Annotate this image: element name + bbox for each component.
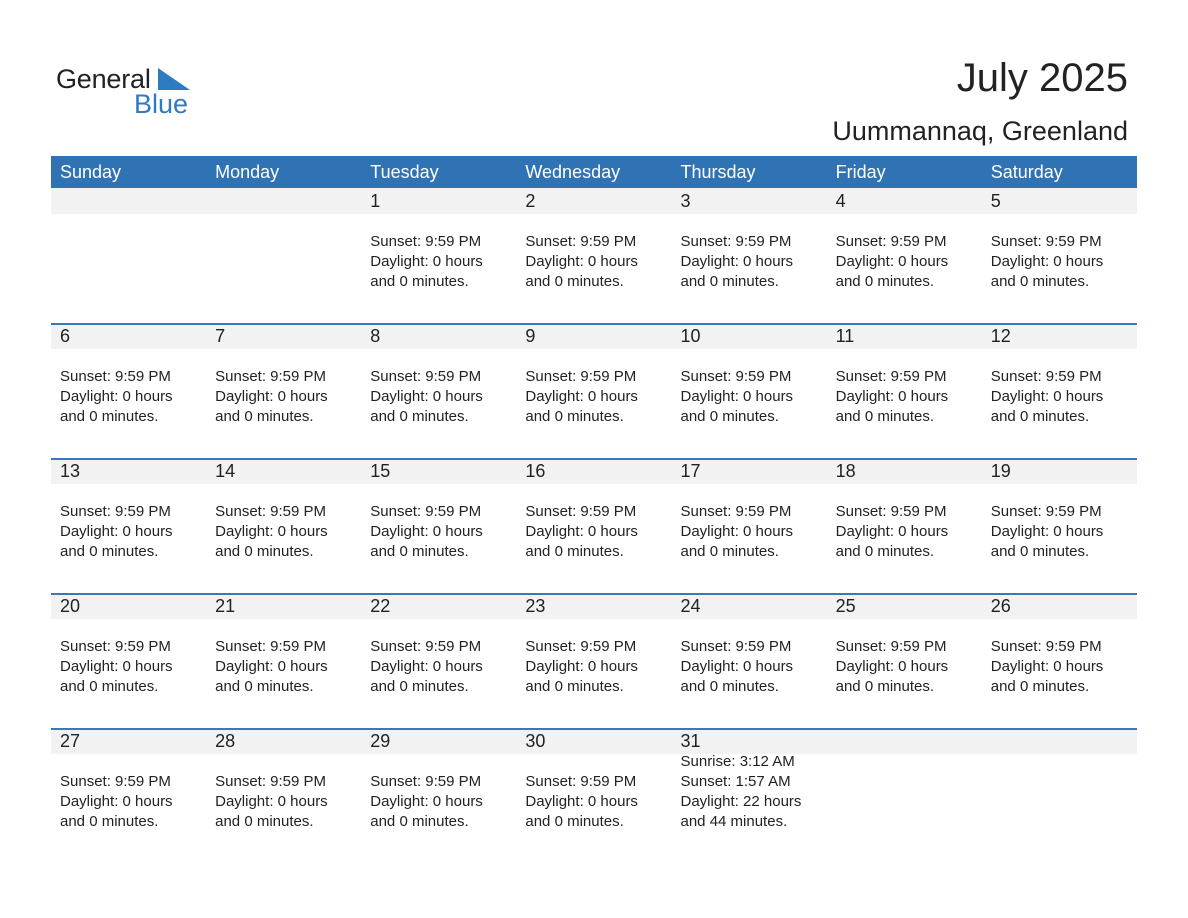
day-cell	[51, 188, 206, 323]
day-info-line: Sunset: 9:59 PM	[60, 368, 171, 385]
day-sun-info	[370, 637, 483, 697]
calendar-week-row	[51, 323, 1137, 458]
day-info-line: Sunset: 9:59 PM	[680, 503, 792, 520]
day-info-line: and 0 minutes.	[60, 543, 159, 560]
day-sun-info	[681, 637, 794, 697]
day-cell	[827, 323, 982, 458]
day-info-line: and 0 minutes.	[525, 543, 624, 560]
day-sun-info	[991, 637, 1104, 697]
day-info-line: and 0 minutes.	[835, 678, 935, 695]
day-cell	[982, 323, 1137, 458]
day-sun-info	[836, 637, 949, 697]
day-number: 7	[215, 326, 226, 346]
weekday-sunday: Sunday	[60, 162, 122, 182]
day-number: 24	[680, 596, 701, 616]
day-sun-info	[215, 502, 328, 562]
day-info-line: and 0 minutes.	[370, 408, 469, 425]
day-cell	[361, 188, 516, 323]
day-info-line: Sunset: 9:59 PM	[990, 503, 1102, 520]
day-cell	[982, 593, 1137, 728]
day-info-line: Daylight: 0 hours	[990, 658, 1104, 675]
day-info-line: Daylight: 0 hours	[990, 523, 1104, 540]
day-info-line: Daylight: 0 hours	[215, 658, 328, 675]
day-number: 20	[60, 596, 81, 616]
day-number: 14	[215, 461, 236, 481]
day-number: 8	[370, 326, 381, 346]
day-info-line: and 0 minutes.	[835, 408, 935, 425]
day-sun-info	[681, 752, 802, 832]
day-sun-info	[525, 367, 638, 427]
day-number: 6	[60, 326, 71, 346]
day-cell	[206, 458, 361, 593]
weekday-header	[51, 156, 1137, 188]
day-info-line: and 0 minutes.	[680, 273, 779, 290]
day-cell	[51, 593, 206, 728]
calendar-title: July 2025	[956, 56, 1128, 100]
day-info-line: Daylight: 0 hours	[60, 523, 173, 540]
weekday-monday: Monday	[215, 162, 280, 182]
day-cell	[516, 593, 671, 728]
day-number: 30	[525, 731, 546, 751]
day-cell	[672, 323, 827, 458]
day-info-line: Daylight: 0 hours	[525, 253, 638, 270]
day-number: 4	[835, 191, 846, 211]
day-cell	[982, 188, 1137, 323]
day-info-line: and 0 minutes.	[680, 678, 779, 695]
day-info-line: and 0 minutes.	[215, 678, 314, 695]
day-info-line: Sunset: 9:59 PM	[215, 503, 327, 520]
day-info-line: and 0 minutes.	[60, 678, 159, 695]
day-info-line: and 0 minutes.	[370, 678, 469, 695]
day-cell	[206, 188, 361, 323]
day-sun-info	[836, 502, 949, 562]
day-info-line: Daylight: 0 hours	[215, 388, 328, 405]
day-number: 22	[370, 596, 391, 616]
day-cell	[982, 458, 1137, 593]
day-info-line: and 0 minutes.	[835, 543, 935, 560]
day-number: 28	[215, 731, 236, 751]
weekday-thursday: Thursday	[680, 162, 756, 182]
day-cell	[51, 728, 206, 863]
day-sun-info	[525, 502, 638, 562]
day-sun-info	[215, 367, 328, 427]
day-cell	[516, 458, 671, 593]
day-info-line: Daylight: 0 hours	[60, 388, 173, 405]
day-info-line: and 0 minutes.	[680, 408, 779, 425]
day-cell	[361, 323, 516, 458]
day-info-line: Daylight: 22 hours	[680, 793, 802, 810]
day-sun-info	[370, 772, 483, 832]
day-info-line: and 44 minutes.	[680, 813, 788, 830]
day-sun-info	[60, 367, 173, 427]
day-sun-info	[60, 772, 173, 832]
day-number: 13	[60, 461, 81, 481]
day-number: 2	[525, 191, 536, 211]
day-info-line: Daylight: 0 hours	[680, 388, 794, 405]
day-sun-info	[60, 637, 173, 697]
day-info-line: and 0 minutes.	[525, 813, 624, 830]
day-info-line: Sunset: 9:59 PM	[525, 233, 637, 250]
day-cell	[361, 458, 516, 593]
day-info-line: Sunset: 9:59 PM	[370, 233, 482, 250]
day-info-line: Sunset: 9:59 PM	[525, 638, 637, 655]
day-cell	[672, 593, 827, 728]
day-info-line: Sunset: 9:59 PM	[990, 368, 1102, 385]
day-info-line: and 0 minutes.	[835, 273, 935, 290]
day-number: 21	[215, 596, 236, 616]
day-cell	[516, 728, 671, 863]
day-sun-info	[525, 232, 638, 292]
logo-word-general: General	[56, 64, 151, 94]
day-number: 1	[370, 191, 381, 211]
day-info-line: Daylight: 0 hours	[680, 253, 794, 270]
day-number: 10	[680, 326, 701, 346]
day-number: 11	[835, 326, 855, 346]
day-info-line: Sunset: 9:59 PM	[835, 368, 947, 385]
day-info-line: Daylight: 0 hours	[525, 793, 638, 810]
day-number: 26	[990, 596, 1011, 616]
day-info-line: Daylight: 0 hours	[990, 388, 1104, 405]
day-info-line: Daylight: 0 hours	[835, 253, 949, 270]
day-info-line: Daylight: 0 hours	[215, 523, 328, 540]
day-number: 15	[370, 461, 391, 481]
day-info-line: Daylight: 0 hours	[835, 388, 949, 405]
calendar-week-row	[51, 593, 1137, 728]
day-sun-info	[370, 502, 483, 562]
day-info-line: Sunset: 9:59 PM	[835, 503, 947, 520]
day-info-line: Sunset: 9:59 PM	[525, 368, 637, 385]
day-info-line: Sunset: 9:59 PM	[990, 638, 1102, 655]
day-cell	[516, 188, 671, 323]
day-info-line: Daylight: 0 hours	[60, 793, 173, 810]
day-number: 3	[680, 191, 691, 211]
day-info-line: and 0 minutes.	[215, 408, 314, 425]
day-number: 12	[990, 326, 1011, 346]
weekday-friday: Friday	[835, 162, 886, 182]
day-info-line: Daylight: 0 hours	[370, 658, 483, 675]
day-sun-info	[681, 502, 794, 562]
day-info-line: Sunset: 1:57 AM	[680, 773, 791, 790]
logo-word-blue: Blue	[134, 89, 189, 119]
day-cell	[672, 458, 827, 593]
day-info-line: Sunset: 9:59 PM	[370, 368, 482, 385]
day-info-line: Sunset: 9:59 PM	[525, 503, 637, 520]
day-cell	[672, 188, 827, 323]
day-info-line: Daylight: 0 hours	[370, 523, 483, 540]
day-info-line: Sunset: 9:59 PM	[370, 773, 482, 790]
day-sun-info	[991, 502, 1104, 562]
calendar-location: Uummannaq, Greenland	[832, 116, 1128, 146]
day-info-line: and 0 minutes.	[990, 678, 1090, 695]
day-number: 25	[835, 596, 856, 616]
day-number: 31	[680, 731, 701, 751]
day-cell	[361, 593, 516, 728]
day-info-line: Sunset: 9:59 PM	[60, 773, 171, 790]
day-info-line: Sunset: 9:59 PM	[370, 638, 482, 655]
day-info-line: Daylight: 0 hours	[370, 793, 483, 810]
day-sun-info	[991, 367, 1104, 427]
calendar-weeks	[51, 188, 1137, 863]
day-info-line: and 0 minutes.	[370, 273, 469, 290]
weekday-tuesday: Tuesday	[370, 162, 439, 182]
day-sun-info	[215, 637, 328, 697]
day-info-line: Sunset: 9:59 PM	[215, 638, 327, 655]
day-cell	[206, 593, 361, 728]
day-info-line: Daylight: 0 hours	[370, 253, 483, 270]
day-info-line: Sunset: 9:59 PM	[60, 503, 171, 520]
day-cell	[827, 188, 982, 323]
generalblue-logo	[56, 64, 206, 124]
day-cell	[206, 323, 361, 458]
day-info-line: and 0 minutes.	[525, 273, 624, 290]
day-info-line: Sunset: 9:59 PM	[835, 638, 947, 655]
day-info-line: Daylight: 0 hours	[835, 523, 949, 540]
day-sun-info	[60, 502, 173, 562]
day-cell	[827, 593, 982, 728]
day-info-line: and 0 minutes.	[215, 813, 314, 830]
day-number: 29	[370, 731, 391, 751]
day-sun-info	[836, 232, 949, 292]
day-info-line: Daylight: 0 hours	[525, 523, 638, 540]
day-info-line: and 0 minutes.	[60, 408, 159, 425]
day-number: 23	[525, 596, 546, 616]
day-cell	[206, 728, 361, 863]
day-number: 5	[990, 191, 1001, 211]
day-number: 16	[525, 461, 546, 481]
day-cell	[361, 728, 516, 863]
day-cell	[51, 458, 206, 593]
day-info-line: and 0 minutes.	[370, 813, 469, 830]
day-number: 27	[60, 731, 81, 751]
day-number: 19	[990, 461, 1011, 481]
day-info-line: Sunset: 9:59 PM	[215, 368, 327, 385]
day-sun-info	[525, 772, 638, 832]
day-sun-info	[525, 637, 638, 697]
day-sun-info	[370, 367, 483, 427]
day-cell	[827, 728, 982, 863]
day-info-line: Sunset: 9:59 PM	[525, 773, 637, 790]
day-info-line: Sunrise: 3:12 AM	[680, 753, 795, 770]
day-info-line: Daylight: 0 hours	[525, 658, 638, 675]
day-cell	[672, 728, 827, 863]
calendar-grid	[51, 156, 1137, 863]
calendar-week-row	[51, 728, 1137, 863]
day-info-line: Daylight: 0 hours	[370, 388, 483, 405]
day-info-line: and 0 minutes.	[370, 543, 469, 560]
day-info-line: Daylight: 0 hours	[990, 253, 1104, 270]
day-info-line: Sunset: 9:59 PM	[680, 638, 792, 655]
day-cell	[516, 323, 671, 458]
day-cell	[982, 728, 1137, 863]
day-sun-info	[681, 367, 794, 427]
day-info-line: Sunset: 9:59 PM	[835, 233, 947, 250]
day-info-line: Sunset: 9:59 PM	[680, 233, 792, 250]
day-info-line: Sunset: 9:59 PM	[370, 503, 482, 520]
day-info-line: Daylight: 0 hours	[215, 793, 328, 810]
day-info-line: Sunset: 9:59 PM	[60, 638, 171, 655]
day-info-line: Daylight: 0 hours	[680, 523, 794, 540]
day-info-line: Sunset: 9:59 PM	[215, 773, 327, 790]
day-info-line: and 0 minutes.	[990, 543, 1090, 560]
day-number: 18	[835, 461, 856, 481]
day-info-line: and 0 minutes.	[990, 273, 1090, 290]
day-info-line: and 0 minutes.	[525, 678, 624, 695]
day-info-line: and 0 minutes.	[525, 408, 624, 425]
weekday-wednesday: Wednesday	[525, 162, 621, 182]
day-number: 9	[525, 326, 536, 346]
day-sun-info	[991, 232, 1104, 292]
day-info-line: Sunset: 9:59 PM	[990, 233, 1102, 250]
logo-triangle-icon	[158, 68, 190, 90]
day-info-line: and 0 minutes.	[215, 543, 314, 560]
day-info-line: Daylight: 0 hours	[525, 388, 638, 405]
day-sun-info	[836, 367, 949, 427]
day-sun-info	[681, 232, 794, 292]
day-info-line: and 0 minutes.	[990, 408, 1090, 425]
day-info-line: Daylight: 0 hours	[835, 658, 949, 675]
day-info-line: and 0 minutes.	[60, 813, 159, 830]
day-info-line: and 0 minutes.	[680, 543, 779, 560]
weekday-saturday: Saturday	[990, 162, 1063, 182]
day-cell	[51, 323, 206, 458]
day-info-line: Daylight: 0 hours	[680, 658, 794, 675]
day-sun-info	[215, 772, 328, 832]
calendar-week-row	[51, 458, 1137, 593]
calendar-week-row	[51, 188, 1137, 323]
day-number: 17	[680, 461, 701, 481]
day-sun-info	[370, 232, 483, 292]
day-info-line: Sunset: 9:59 PM	[680, 368, 792, 385]
day-info-line: Daylight: 0 hours	[60, 658, 173, 675]
day-cell	[827, 458, 982, 593]
